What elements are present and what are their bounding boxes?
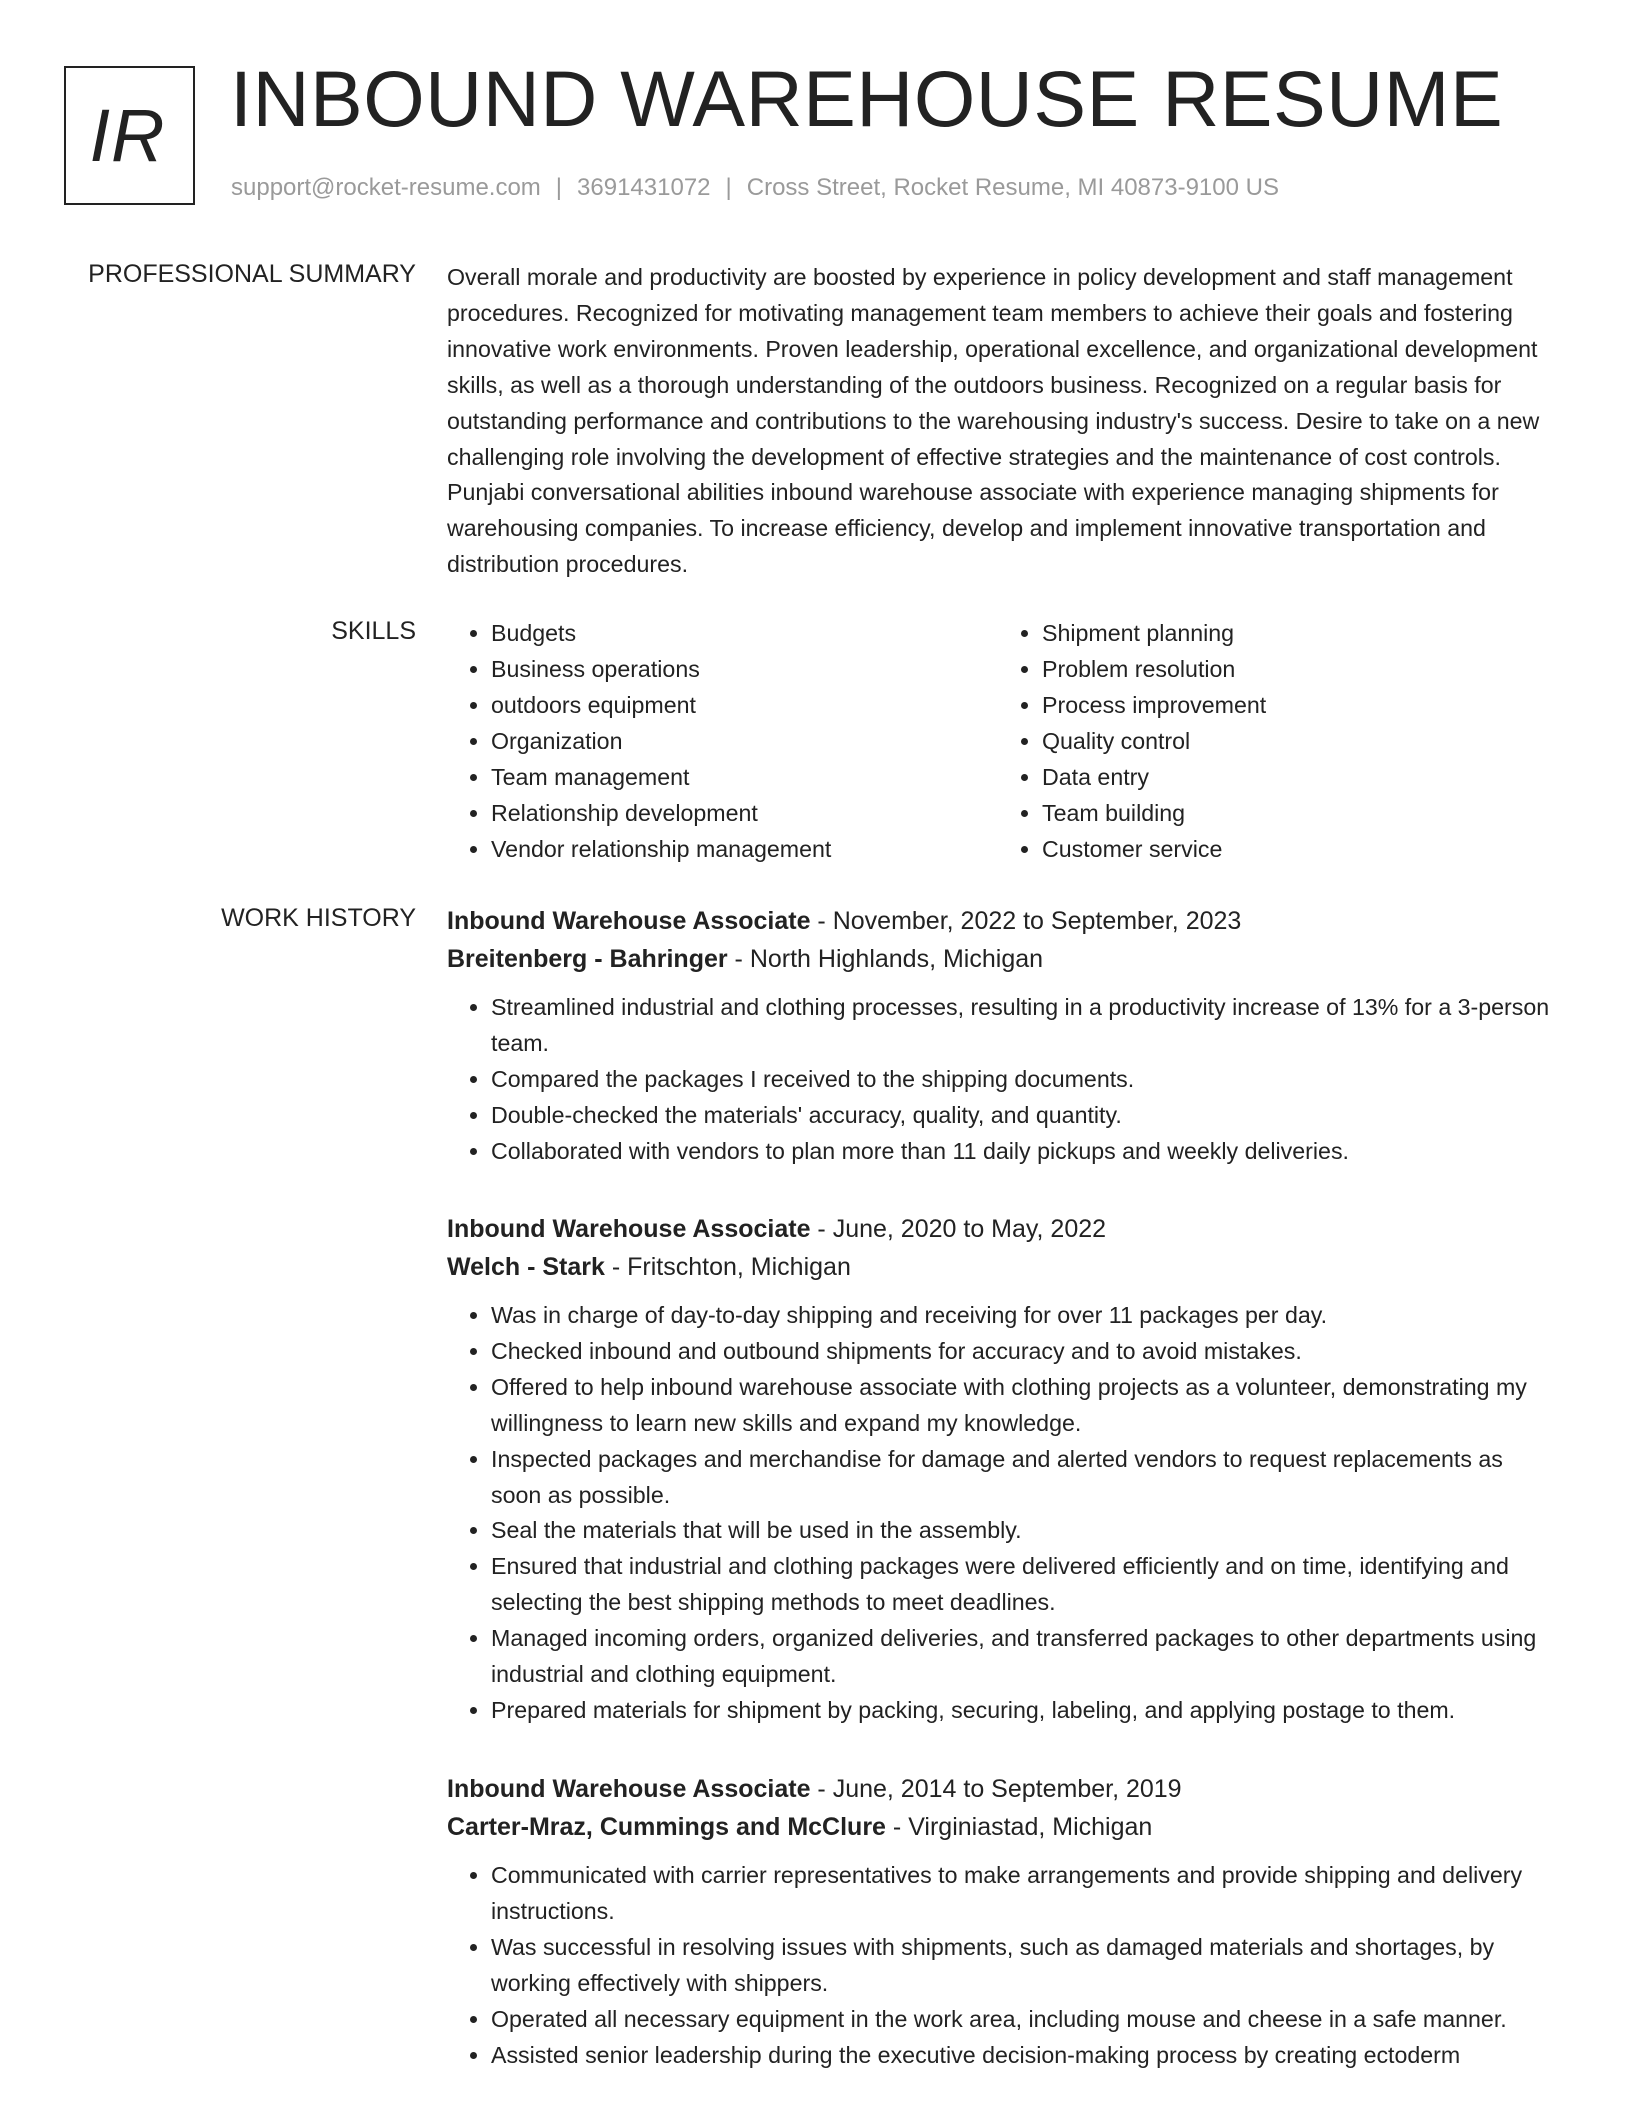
section-label-summary: PROFESSIONAL SUMMARY bbox=[88, 260, 416, 288]
job-company-line bbox=[447, 940, 1561, 978]
monogram-box bbox=[64, 66, 195, 205]
job-title: Inbound Warehouse Associate bbox=[447, 1775, 811, 1803]
skill-item: • Problem resolution bbox=[1042, 651, 1561, 687]
summary-text: Overall morale and productivity are boosted by experience in policy development and staff management procedures. Recognized for motivating management team members to achieve their goals and fostering innovative work environments. Proven leadership, operational excellence, and organizational development skills, as well as a thorough understanding of the outdoors business. Recognized on a regular basis for outstanding performance and contributions to the warehousing industry's success. Desire to take on a new challenging role involving the development of effective strategies and the maintenance of cost controls. Punjabi conversational abilities inbound warehouse associate with experience managing shipments for warehousing companies. To increase efficiency, develop and implement innovative transportation and distribution procedures. bbox=[447, 264, 1540, 578]
contact-line bbox=[231, 174, 1279, 202]
job-title: Inbound Warehouse Associate bbox=[447, 1215, 811, 1243]
job-company-line bbox=[447, 1808, 1561, 1846]
job-entry bbox=[447, 1210, 1561, 1729]
job-company-line bbox=[447, 1248, 1561, 1286]
contact-phone: 3691431072 bbox=[577, 174, 711, 201]
job-bullets bbox=[447, 990, 1561, 1170]
job-dates: June, 2020 to May, 2022 bbox=[832, 1215, 1107, 1243]
job-bullet: • Checked inbound and outbound shipments for accuracy and to avoid mistakes. bbox=[491, 1334, 1561, 1370]
contact-address: Cross Street, Rocket Resume, MI 40873-9100 US bbox=[746, 174, 1279, 201]
skill-item: • Shipment planning bbox=[1042, 615, 1561, 651]
job-bullets bbox=[447, 1298, 1561, 1729]
job-bullet: • Managed incoming orders, organized deliveries, and transferred packages to other departments using industrial and clothing equipment. bbox=[491, 1621, 1561, 1693]
contact-email: support@rocket-resume.com bbox=[231, 174, 541, 201]
job-company: Carter-Mraz, Cummings and McClure bbox=[447, 1813, 886, 1841]
contact-separator: | bbox=[725, 174, 732, 201]
job-title-line bbox=[447, 902, 1561, 940]
job-dash: - bbox=[810, 1775, 833, 1803]
skills-section bbox=[447, 615, 1561, 867]
job-title: Inbound Warehouse Associate bbox=[447, 907, 811, 935]
job-bullet: • Compared the packages I received to the shipping documents. bbox=[491, 1062, 1561, 1098]
job-bullet: • Was in charge of day-to-day shipping and receiving for over 11 packages per day. bbox=[491, 1298, 1561, 1334]
job-bullet: • Offered to help inbound warehouse associate with clothing projects as a volunteer, demonstrating my willingness to learn new skills and expand my knowledge. bbox=[491, 1370, 1561, 1442]
job-location: Fritschton, Michigan bbox=[627, 1253, 851, 1281]
skill-item: • Team building bbox=[1042, 795, 1561, 831]
job-entry bbox=[447, 1770, 1561, 2073]
skills-list-right bbox=[952, 615, 1561, 867]
job-bullet: • Operated all necessary equipment in the work area, including mouse and cheese in a safe manner. bbox=[491, 2002, 1561, 2038]
skill-item: • Relationship development bbox=[491, 795, 952, 831]
job-bullet: • Was successful in resolving issues with shipments, such as damaged materials and shortages, by working effectively with shippers. bbox=[491, 1930, 1561, 2002]
job-dash: - bbox=[604, 1253, 628, 1281]
skill-item: • Quality control bbox=[1042, 723, 1561, 759]
skill-item: • outdoors equipment bbox=[491, 687, 952, 723]
monogram-initials: IR bbox=[89, 94, 166, 177]
skill-item: • Business operations bbox=[491, 651, 952, 687]
job-title-line bbox=[447, 1770, 1561, 1808]
skill-item: • Customer service bbox=[1042, 831, 1561, 867]
job-title-line bbox=[447, 1210, 1561, 1248]
job-dates: November, 2022 to September, 2023 bbox=[832, 907, 1242, 935]
section-label-work-history: WORK HISTORY bbox=[221, 904, 416, 932]
job-dash: - bbox=[810, 1215, 833, 1243]
job-bullet: • Ensured that industrial and clothing packages were delivered efficiently and on time, identifying and selecting the best shipping methods to meet deadlines. bbox=[491, 1549, 1561, 1621]
skill-item: • Organization bbox=[491, 723, 952, 759]
job-location: Virginiastad, Michigan bbox=[908, 1813, 1153, 1841]
job-dates: June, 2014 to September, 2019 bbox=[832, 1775, 1182, 1803]
job-bullet: • Communicated with carrier representatives to make arrangements and provide shipping and delivery instructions. bbox=[491, 1858, 1561, 1930]
job-bullets bbox=[447, 1858, 1561, 2073]
job-bullet: • Collaborated with vendors to plan more than 11 daily pickups and weekly deliveries. bbox=[491, 1134, 1561, 1170]
job-dash: - bbox=[885, 1813, 909, 1841]
job-bullet: • Seal the materials that will be used in the assembly. bbox=[491, 1513, 1561, 1549]
skill-item: • Team management bbox=[491, 759, 952, 795]
skill-item: • Data entry bbox=[1042, 759, 1561, 795]
job-company: Welch - Stark bbox=[447, 1253, 605, 1281]
job-dash: - bbox=[727, 945, 750, 973]
skills-grid bbox=[447, 615, 1561, 867]
job-bullet: • Streamlined industrial and clothing processes, resulting in a productivity increase of 13% for a 3-person team. bbox=[491, 990, 1561, 1062]
job-bullet: • Prepared materials for shipment by packing, securing, labeling, and applying postage to them. bbox=[491, 1693, 1561, 1729]
skill-item: • Vendor relationship management bbox=[491, 831, 952, 867]
skill-item: • Budgets bbox=[491, 615, 952, 651]
job-bullet: • Assisted senior leadership during the executive decision-making process by creating ectoderm bbox=[491, 2038, 1561, 2074]
job-bullet: • Inspected packages and merchandise for damage and alerted vendors to request replacements as soon as possible. bbox=[491, 1442, 1561, 1514]
section-label-skills: SKILLS bbox=[331, 617, 416, 645]
skill-item: • Process improvement bbox=[1042, 687, 1561, 723]
summary-section bbox=[447, 260, 1561, 583]
skills-list-left bbox=[447, 615, 952, 867]
job-bullet: • Double-checked the materials' accuracy, quality, and quantity. bbox=[491, 1098, 1561, 1134]
page-title: INBOUND WAREHOUSE RESUME bbox=[230, 54, 1504, 143]
job-entry bbox=[447, 902, 1561, 1170]
contact-separator: | bbox=[555, 174, 563, 201]
job-dash: - bbox=[810, 907, 833, 935]
job-company: Breitenberg - Bahringer bbox=[447, 945, 728, 973]
job-location: North Highlands, Michigan bbox=[749, 945, 1044, 973]
